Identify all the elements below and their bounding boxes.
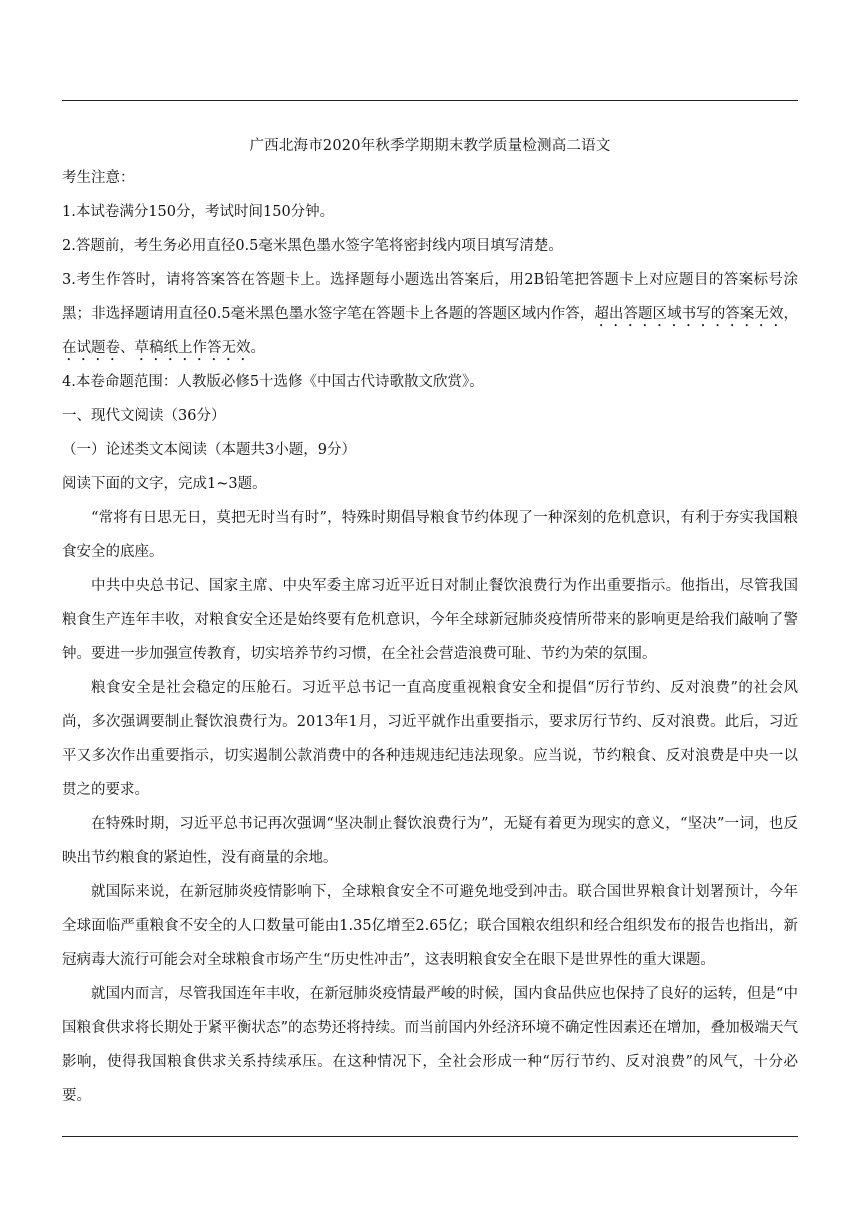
passage-paragraph-6: 就国内而言，尽管我国连年丰收，在新冠肺炎疫情最严峻的时候，国内食品供应也保持了良好的运转，但是“中国粮食供求将长期处于紧平衡状态”的态势还将持续。而当前国内外经济环境不确定性因素还在增加，叠加极端天气影响，使得我国粮食供求关系持续承压。在这种情况下，全社会形成一种“厉行节约、反对浪费”的风气，十分必要。 xyxy=(62,986,798,1104)
notice-item-3-end: 。 xyxy=(250,340,265,356)
reading-instruction: 阅读下面的文字，完成1~3题。 xyxy=(62,476,267,492)
passage-paragraph-3: 粮食安全是社会稳定的压舱石。习近平总书记一直高度重视粮食安全和提倡“厉行节约、反对浪费”的社会风尚，多次强调要制止餐饮浪费行为。2013年1月，习近平就作出重要指示，要求厉行节约、反对浪费。此后，习近平又多次作出重要指示，切实遏制公款消费中的各种违规违纪违法现象。应当说，节约粮食、反对浪费是中央一以贯之的要求。 xyxy=(62,680,798,798)
document-title: 广西北海市2020年秋季学期期末教学质量检测高二语文 xyxy=(249,138,611,154)
section-heading: 一、现代文阅读（36分） xyxy=(62,408,226,424)
notice-item-3-emphasis: 超出答题区域书写的答案无效，在试题卷、草稿纸上作答无效 xyxy=(62,306,799,356)
notice-item-3 xyxy=(62,263,798,365)
header-rule xyxy=(62,100,798,101)
passage-paragraph-1: “常将有日思无日，莫把无时当有时”，特殊时期倡导粮食节约体现了一种深刻的危机意识，有利于夯实我国粮食安全的底座。 xyxy=(62,510,798,560)
document-body xyxy=(62,132,798,1113)
passage-paragraph-4: 在特殊时期，习近平总书记再次强调“坚决制止餐饮浪费行为”，无疑有着更为现实的意义，“坚决”一词，也反映出节约粮食的紧迫性，没有商量的余地。 xyxy=(62,816,798,866)
notice-item-1: 1.本试卷满分150分，考试时间150分钟。 xyxy=(62,204,335,220)
notice-item-4: 4.本卷命题范围：人教版必修5十选修《中国古代诗歌散文欣赏》。 xyxy=(62,374,484,390)
subsection-heading: （一）论述类文本阅读（本题共3小题，9分） xyxy=(62,442,356,458)
notice-item-3-text: 3.考生作答时，请将答案答在答题卡上。选择题每小题选出答案后，用2B铅笔把答题卡上对应题目的答案标号涂黑；非选择题请用直径0.5毫米黑色墨水签字笔在答题卡上各题的答题区域内作答， xyxy=(62,272,798,322)
passage-paragraph-2: 中共中央总书记、国家主席、中央军委主席习近平近日对制止餐饮浪费行为作出重要指示。他指出，尽管我国粮食生产连年丰收，对粮食安全还是始终要有危机意识，今年全球新冠肺炎疫情所带来的影响更是给我们敲响了警钟。要进一步加强宣传教育，切实培养节约习惯，在全社会营造浪费可耻、节约为荣的氛围。 xyxy=(62,578,798,662)
footer-rule xyxy=(62,1136,798,1137)
passage-paragraph-5: 就国际来说，在新冠肺炎疫情影响下，全球粮食安全不可避免地受到冲击。联合国世界粮食计划署预计，今年全球面临严重粮食不安全的人口数量可能由1.35亿增至2.65亿；联合国粮农组织和经合组织发布的报告也指出，新冠病毒大流行可能会对全球粮食市场产生“历史性冲击”，这表明粮食安全在眼下是世界性的重大课题。 xyxy=(62,884,798,968)
notice-item-2: 2.答题前，考生务必用直径0.5毫米黑色墨水签字笔将密封线内项目填写清楚。 xyxy=(62,238,563,254)
notice-heading: 考生注意： xyxy=(62,170,135,186)
